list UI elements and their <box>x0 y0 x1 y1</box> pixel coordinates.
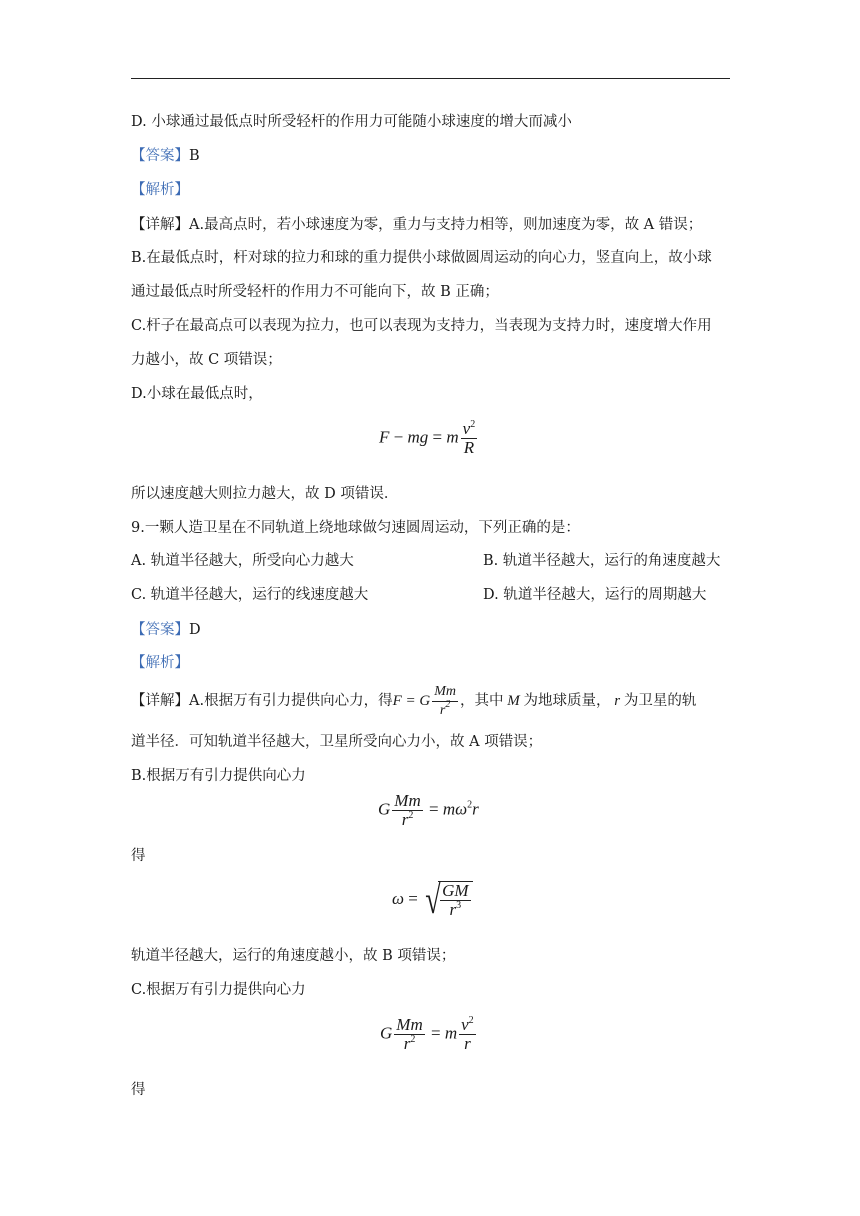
q9-answer <box>131 620 201 640</box>
answer-tag: 【答案】 <box>131 622 189 638</box>
q8-detail-b1: B.在最低点时，杆对球的拉力和球的重力提供小球做圆周运动的向心力，竖直向上，故小球 <box>131 250 712 266</box>
q9-detail-a-text2: ，其中 <box>460 693 504 709</box>
q8-analysis-tag: 【解析】 <box>131 182 189 198</box>
q9-option-d: D. 轨道半径越大，运行的周期越大 <box>483 587 707 603</box>
q9-option-a: A. 轨道半径越大，所受向心力越大 <box>131 553 354 569</box>
q9-option-b: B. 轨道半径越大，运行的角速度越大 <box>483 553 721 569</box>
answer-tag: 【答案】 <box>131 148 189 164</box>
detail-tag: 【详解】 <box>131 217 189 233</box>
q8-detail-b2: 通过最低点时所受轻杆的作用力不可能向下，故 B 正确； <box>131 284 499 300</box>
formula-angular: G $\frac{Mm}{r^2}$ = $m\omega^2r$ <box>378 791 479 829</box>
q8-conclusion: 所以速度越大则拉力越大，故 D 项错误． <box>131 486 399 502</box>
symbol-r: r <box>610 693 624 709</box>
q9-de-2: 得 <box>131 1082 146 1098</box>
q9-analysis-tag: 【解析】 <box>131 655 189 671</box>
answer-value: B <box>189 148 200 164</box>
q8-detail-c2: 力越小，故 C 项错误； <box>131 352 282 368</box>
q8-detail-a <box>131 215 702 235</box>
formula-omega: ω = √ $\frac{GM}{r^3}$ <box>392 880 473 920</box>
q9-detail-c: C.根据万有引力提供向心力 <box>131 982 306 998</box>
q9-detail-b: B.根据万有引力提供向心力 <box>131 768 306 784</box>
inline-gravity-formula: F = G $\frac{Mm}{r^2}$ <box>392 684 456 719</box>
q9-de-1: 得 <box>131 848 146 864</box>
q9-detail-a2: 道半径．可知轨道半径越大，卫星所受向心力小，故 A 项错误； <box>131 734 543 750</box>
header-rule <box>131 78 730 79</box>
q8-option-d: D. 小球通过最低点时所受轻杆的作用力可能随小球速度的增大而减小 <box>131 114 572 130</box>
formula-tension: F − mg = m $\frac{v^2}{R}$ <box>379 419 476 457</box>
q9-detail-a-text4: 为卫星的轨 <box>623 693 697 709</box>
answer-value: D <box>189 622 201 638</box>
detail-tag: 【详解】 <box>131 693 189 709</box>
q9-option-c: C. 轨道半径越大，运行的线速度越大 <box>131 587 369 603</box>
q8-detail-a-text: A.最高点时，若小球速度为零，重力与支持力相等，则加速度为零，故 A 错误； <box>189 217 703 233</box>
q9-detail-b-conclusion: 轨道半径越大，运行的角速度越小，故 B 项错误； <box>131 948 456 964</box>
q9-detail-a-text: A.根据万有引力提供向心力，得 <box>189 693 393 709</box>
symbol-M: M <box>503 693 524 709</box>
q9-stem: 9.一颗人造卫星在不同轨道上绕地球做匀速圆周运动，下列正确的是： <box>131 520 580 536</box>
q8-detail-c1: C.杆子在最高点可以表现为拉力，也可以表现为支持力，当表现为支持力时，速度增大作用 <box>131 318 712 334</box>
q8-detail-d: D.小球在最低点时， <box>131 386 263 402</box>
formula-linear: G $\frac{Mm}{r^2}$ = m $\frac{v^2}{r}$ <box>380 1015 474 1053</box>
q9-detail-a <box>131 683 696 720</box>
q8-answer <box>131 146 200 166</box>
q9-detail-a-text3: 为地球质量， <box>523 693 611 709</box>
